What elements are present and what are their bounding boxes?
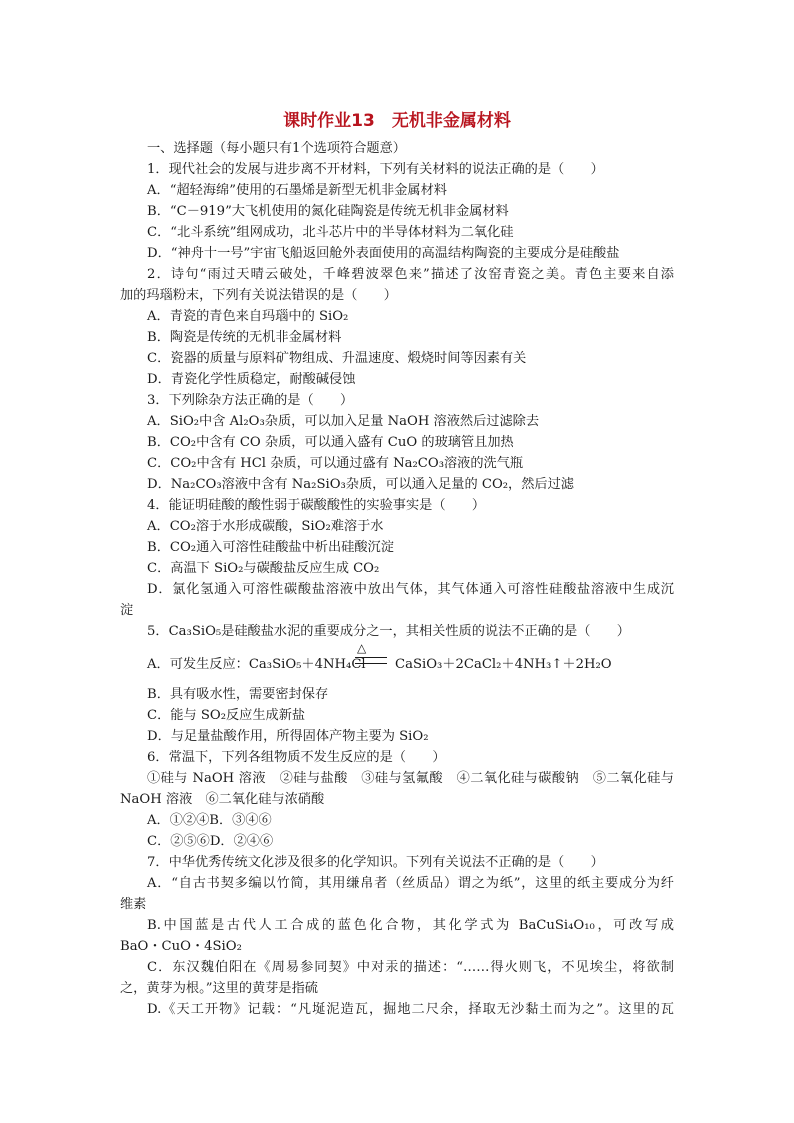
q4-option-c: C．高温下 SiO₂与碳酸盐反应生成 CO₂ bbox=[147, 561, 380, 576]
q2-stem: 2．诗句“雨过天晴云破处，千峰碧波翠色来”描述了汝窑青瓷之美。青色主要来自添 bbox=[147, 267, 674, 282]
q4-stem: 4．能证明硅酸的酸性弱于碳酸酸性的实验事实是（ ） bbox=[147, 498, 486, 513]
q3-option-a: A．SiO₂中含 Al₂O₃杂质，可以加入足量 NaOH 溶液然后过滤除去 bbox=[147, 414, 540, 429]
q2-option-a: A．青瓷的青色来自玛瑙中的 SiO₂ bbox=[147, 309, 349, 324]
q3-stem: 3．下列除杂方法正确的是（ ） bbox=[147, 393, 354, 408]
q6-stem: 6．常温下，下列各组物质不发生反应的是（ ） bbox=[147, 750, 446, 765]
q5-option-a-left: A．可发生反应：Ca₃SiO₅＋4NH₄Cl bbox=[147, 657, 366, 672]
q7-option-c: C．东汉魏伯阳在《周易参同契》中对汞的描述：“……得火则飞，不见埃尘，将欲制 bbox=[147, 960, 674, 975]
q2-option-d: D．青瓷化学性质稳定，耐酸碱侵蚀 bbox=[147, 372, 356, 387]
q7-option-c-cont: 之，黄芽为根。”这里的黄芽是指硫 bbox=[120, 981, 318, 996]
q5-option-d: D．与足量盐酸作用，所得固体产物主要为 SiO₂ bbox=[147, 729, 429, 744]
q7-option-b: B.中国蓝是古代人工合成的蓝色化合物，其化学式为 BaCuSi₄O₁₀，可改写成 bbox=[147, 918, 674, 933]
q1-stem: 1．现代社会的发展与进步离不开材料，下列有关材料的说法正确的是（ ） bbox=[147, 162, 604, 177]
section-heading: 一、选择题（每小题只有1个选项符合题意） bbox=[147, 141, 406, 156]
heating-symbol: △ bbox=[357, 641, 367, 655]
q6-items: ①硅与 NaOH 溶液 ②硅与盐酸 ③硅与氢氟酸 ④二氧化硅与碳酸钠 ⑤二氧化硅与 bbox=[147, 771, 674, 786]
q4-option-b: B．CO₂通入可溶性硅酸盐中析出硅酸沉淀 bbox=[147, 540, 394, 555]
reaction-arrow-bar bbox=[355, 657, 387, 664]
q1-option-c: C．“北斗系统”组网成功，北斗芯片中的半导体材料为二氧化硅 bbox=[147, 225, 514, 240]
q7-option-b-cont: BaO・CuO・4SiO₂ bbox=[120, 939, 242, 954]
q4-option-a: A．CO₂溶于水形成碳酸，SiO₂难溶于水 bbox=[147, 519, 384, 534]
q6-options-ab: A．①②④B．③④⑥ bbox=[147, 813, 272, 828]
q3-option-b: B．CO₂中含有 CO 杂质，可以通入盛有 CuO 的玻璃管且加热 bbox=[147, 435, 514, 450]
q7-option-d: D.《天工开物》记载：“凡埏泥造瓦，掘地二尺余，择取无沙黏土而为之”。这里的瓦 bbox=[147, 1002, 674, 1017]
q5-option-c: C．能与 SO₂反应生成新盐 bbox=[147, 708, 306, 723]
q5-option-b: B．具有吸水性，需要密封保存 bbox=[147, 687, 329, 702]
q7-option-a: A．“自古书契多编以竹简，其用缣帛者（丝质品）谓之为纸”，这里的纸主要成分为纤 bbox=[147, 876, 674, 891]
q4-option-d-cont: 淀 bbox=[120, 603, 134, 618]
q5-stem: 5．Ca₃SiO₅是硅酸盐水泥的重要成分之一，其相关性质的说法不正确的是（ ） bbox=[147, 624, 630, 639]
q7-option-a-cont: 维素 bbox=[120, 897, 147, 912]
q1-option-b: B．“C－919”大飞机使用的氮化硅陶瓷是传统无机非金属材料 bbox=[147, 204, 509, 219]
q2-stem-cont: 加的玛瑙粉末，下列有关说法错误的是（ ） bbox=[120, 288, 397, 303]
q1-option-d: D．“神舟十一号”宇宙飞船返回舱外表面使用的高温结构陶瓷的主要成分是硅酸盐 bbox=[147, 246, 620, 261]
q6-items-cont: NaOH 溶液 ⑥二氧化硅与浓硝酸 bbox=[120, 792, 325, 807]
page-title: 课时作业13 无机非金属材料 bbox=[283, 111, 511, 131]
q3-option-c: C．CO₂中含有 HCl 杂质，可以通过盛有 Na₂CO₃溶液的洗气瓶 bbox=[147, 456, 524, 471]
q7-stem: 7．中华优秀传统文化涉及很多的化学知识。下列有关说法不正确的是（ ） bbox=[147, 855, 604, 870]
q4-option-d: D．氯化氢通入可溶性碳酸盐溶液中放出气体，其气体通入可溶性硅酸盐溶液中生成沉 bbox=[147, 582, 674, 597]
q3-option-d: D．Na₂CO₃溶液中含有 Na₂SiO₃杂质，可以通入足量的 CO₂，然后过滤 bbox=[147, 477, 574, 492]
q6-options-cd: C．②⑤⑥D．②④⑥ bbox=[147, 834, 274, 849]
q2-option-c: C．瓷器的质量与原料矿物组成、升温速度、煅烧时间等因素有关 bbox=[147, 351, 527, 366]
q1-option-a: A．“超轻海绵”使用的石墨烯是新型无机非金属材料 bbox=[147, 183, 447, 198]
q2-option-b: B．陶瓷是传统的无机非金属材料 bbox=[147, 330, 342, 345]
q5-option-a-right: CaSiO₃＋2CaCl₂＋4NH₃↑＋2H₂O bbox=[395, 657, 612, 672]
